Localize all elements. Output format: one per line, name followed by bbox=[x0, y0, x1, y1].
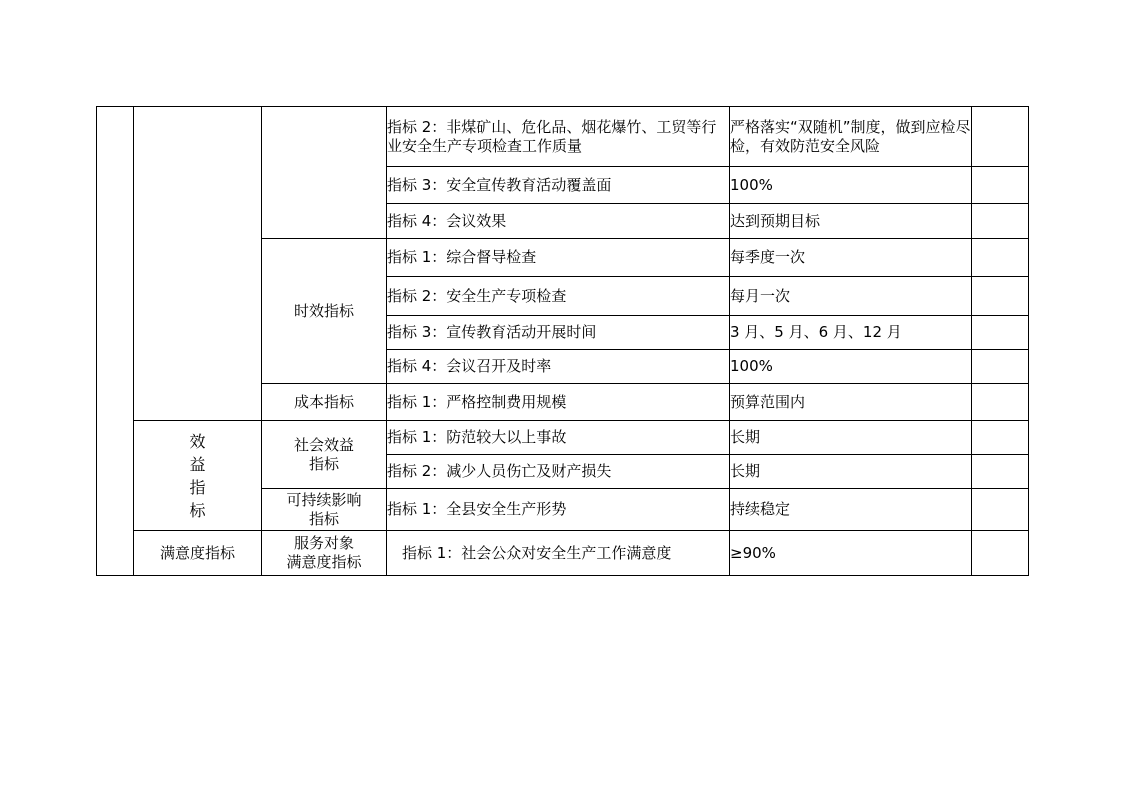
note-cell bbox=[972, 350, 1029, 384]
note-cell bbox=[972, 384, 1029, 421]
note-cell bbox=[972, 167, 1029, 204]
social-benefit-indicator-cell bbox=[262, 421, 387, 489]
sustainable-line: 指标 bbox=[308, 509, 339, 528]
note-cell bbox=[972, 107, 1029, 167]
indicator-cell: 指标 2：非煤矿山、危化品、烟花爆竹、工贸等行业安全生产专项检查工作质量 bbox=[387, 107, 730, 167]
note-cell bbox=[972, 421, 1029, 455]
target-cell: 每月一次 bbox=[730, 277, 972, 316]
table-row bbox=[97, 107, 1029, 167]
indicator-cell: 指标 1：全县安全生产形势 bbox=[387, 489, 730, 531]
target-cell: 达到预期目标 bbox=[730, 204, 972, 239]
note-cell bbox=[972, 239, 1029, 277]
note-cell bbox=[972, 489, 1029, 531]
benefit-char: 指 bbox=[189, 477, 206, 497]
note-cell bbox=[972, 204, 1029, 239]
service-satisfaction-line: 满意度指标 bbox=[286, 553, 362, 571]
note-cell bbox=[972, 316, 1029, 350]
indicator-cell: 指标 2：安全生产专项检查 bbox=[387, 277, 730, 316]
indicator-cell: 指标 1：社会公众对安全生产工作满意度 bbox=[387, 531, 730, 576]
social-benefit-line: 指标 bbox=[308, 454, 339, 473]
target-cell: 100% bbox=[730, 350, 972, 384]
level2-output-cell bbox=[134, 107, 262, 421]
indicator-cell: 指标 1：严格控制费用规模 bbox=[387, 384, 730, 421]
cost-indicator-cell: 成本指标 bbox=[262, 384, 387, 421]
table-row bbox=[97, 421, 1029, 455]
target-cell: 长期 bbox=[730, 455, 972, 489]
timeliness-indicator-cell: 时效指标 bbox=[262, 239, 387, 384]
indicator-cell: 指标 3：宣传教育活动开展时间 bbox=[387, 316, 730, 350]
target-cell: 预算范围内 bbox=[730, 384, 972, 421]
social-benefit-line: 社会效益 bbox=[293, 435, 354, 454]
table-row bbox=[97, 531, 1029, 576]
benefit-indicator-cell bbox=[134, 421, 262, 531]
benefit-char: 效 bbox=[189, 431, 206, 451]
target-cell: 3 月、5 月、6 月、12 月 bbox=[730, 316, 972, 350]
indicator-cell: 指标 3：安全宣传教育活动覆盖面 bbox=[387, 167, 730, 204]
note-cell bbox=[972, 277, 1029, 316]
indicator-cell: 指标 2：减少人员伤亡及财产损失 bbox=[387, 455, 730, 489]
target-cell: 100% bbox=[730, 167, 972, 204]
target-cell: 长期 bbox=[730, 421, 972, 455]
indicator-cell: 指标 1：防范较大以上事故 bbox=[387, 421, 730, 455]
target-cell: 严格落实“双随机”制度，做到应检尽检，有效防范安全风险 bbox=[730, 107, 972, 167]
level3-quality-cell bbox=[262, 107, 387, 239]
indicator-cell: 指标 4：会议效果 bbox=[387, 204, 730, 239]
benefit-char: 益 bbox=[189, 454, 206, 474]
level1-cell bbox=[97, 107, 134, 576]
indicator-cell: 指标 1：综合督导检查 bbox=[387, 239, 730, 277]
service-satisfaction-cell bbox=[262, 531, 387, 576]
satisfaction-indicator-cell: 满意度指标 bbox=[134, 531, 262, 576]
sustainable-indicator-cell bbox=[262, 489, 387, 531]
note-cell bbox=[972, 531, 1029, 576]
indicator-cell: 指标 4：会议召开及时率 bbox=[387, 350, 730, 384]
note-cell bbox=[972, 455, 1029, 489]
sustainable-line: 可持续影响 bbox=[286, 490, 362, 509]
performance-indicator-table bbox=[96, 106, 1029, 576]
target-cell: ≥90% bbox=[730, 531, 972, 576]
service-satisfaction-line: 服务对象 bbox=[293, 534, 354, 552]
target-cell: 每季度一次 bbox=[730, 239, 972, 277]
benefit-char: 标 bbox=[189, 500, 206, 520]
target-cell: 持续稳定 bbox=[730, 489, 972, 531]
